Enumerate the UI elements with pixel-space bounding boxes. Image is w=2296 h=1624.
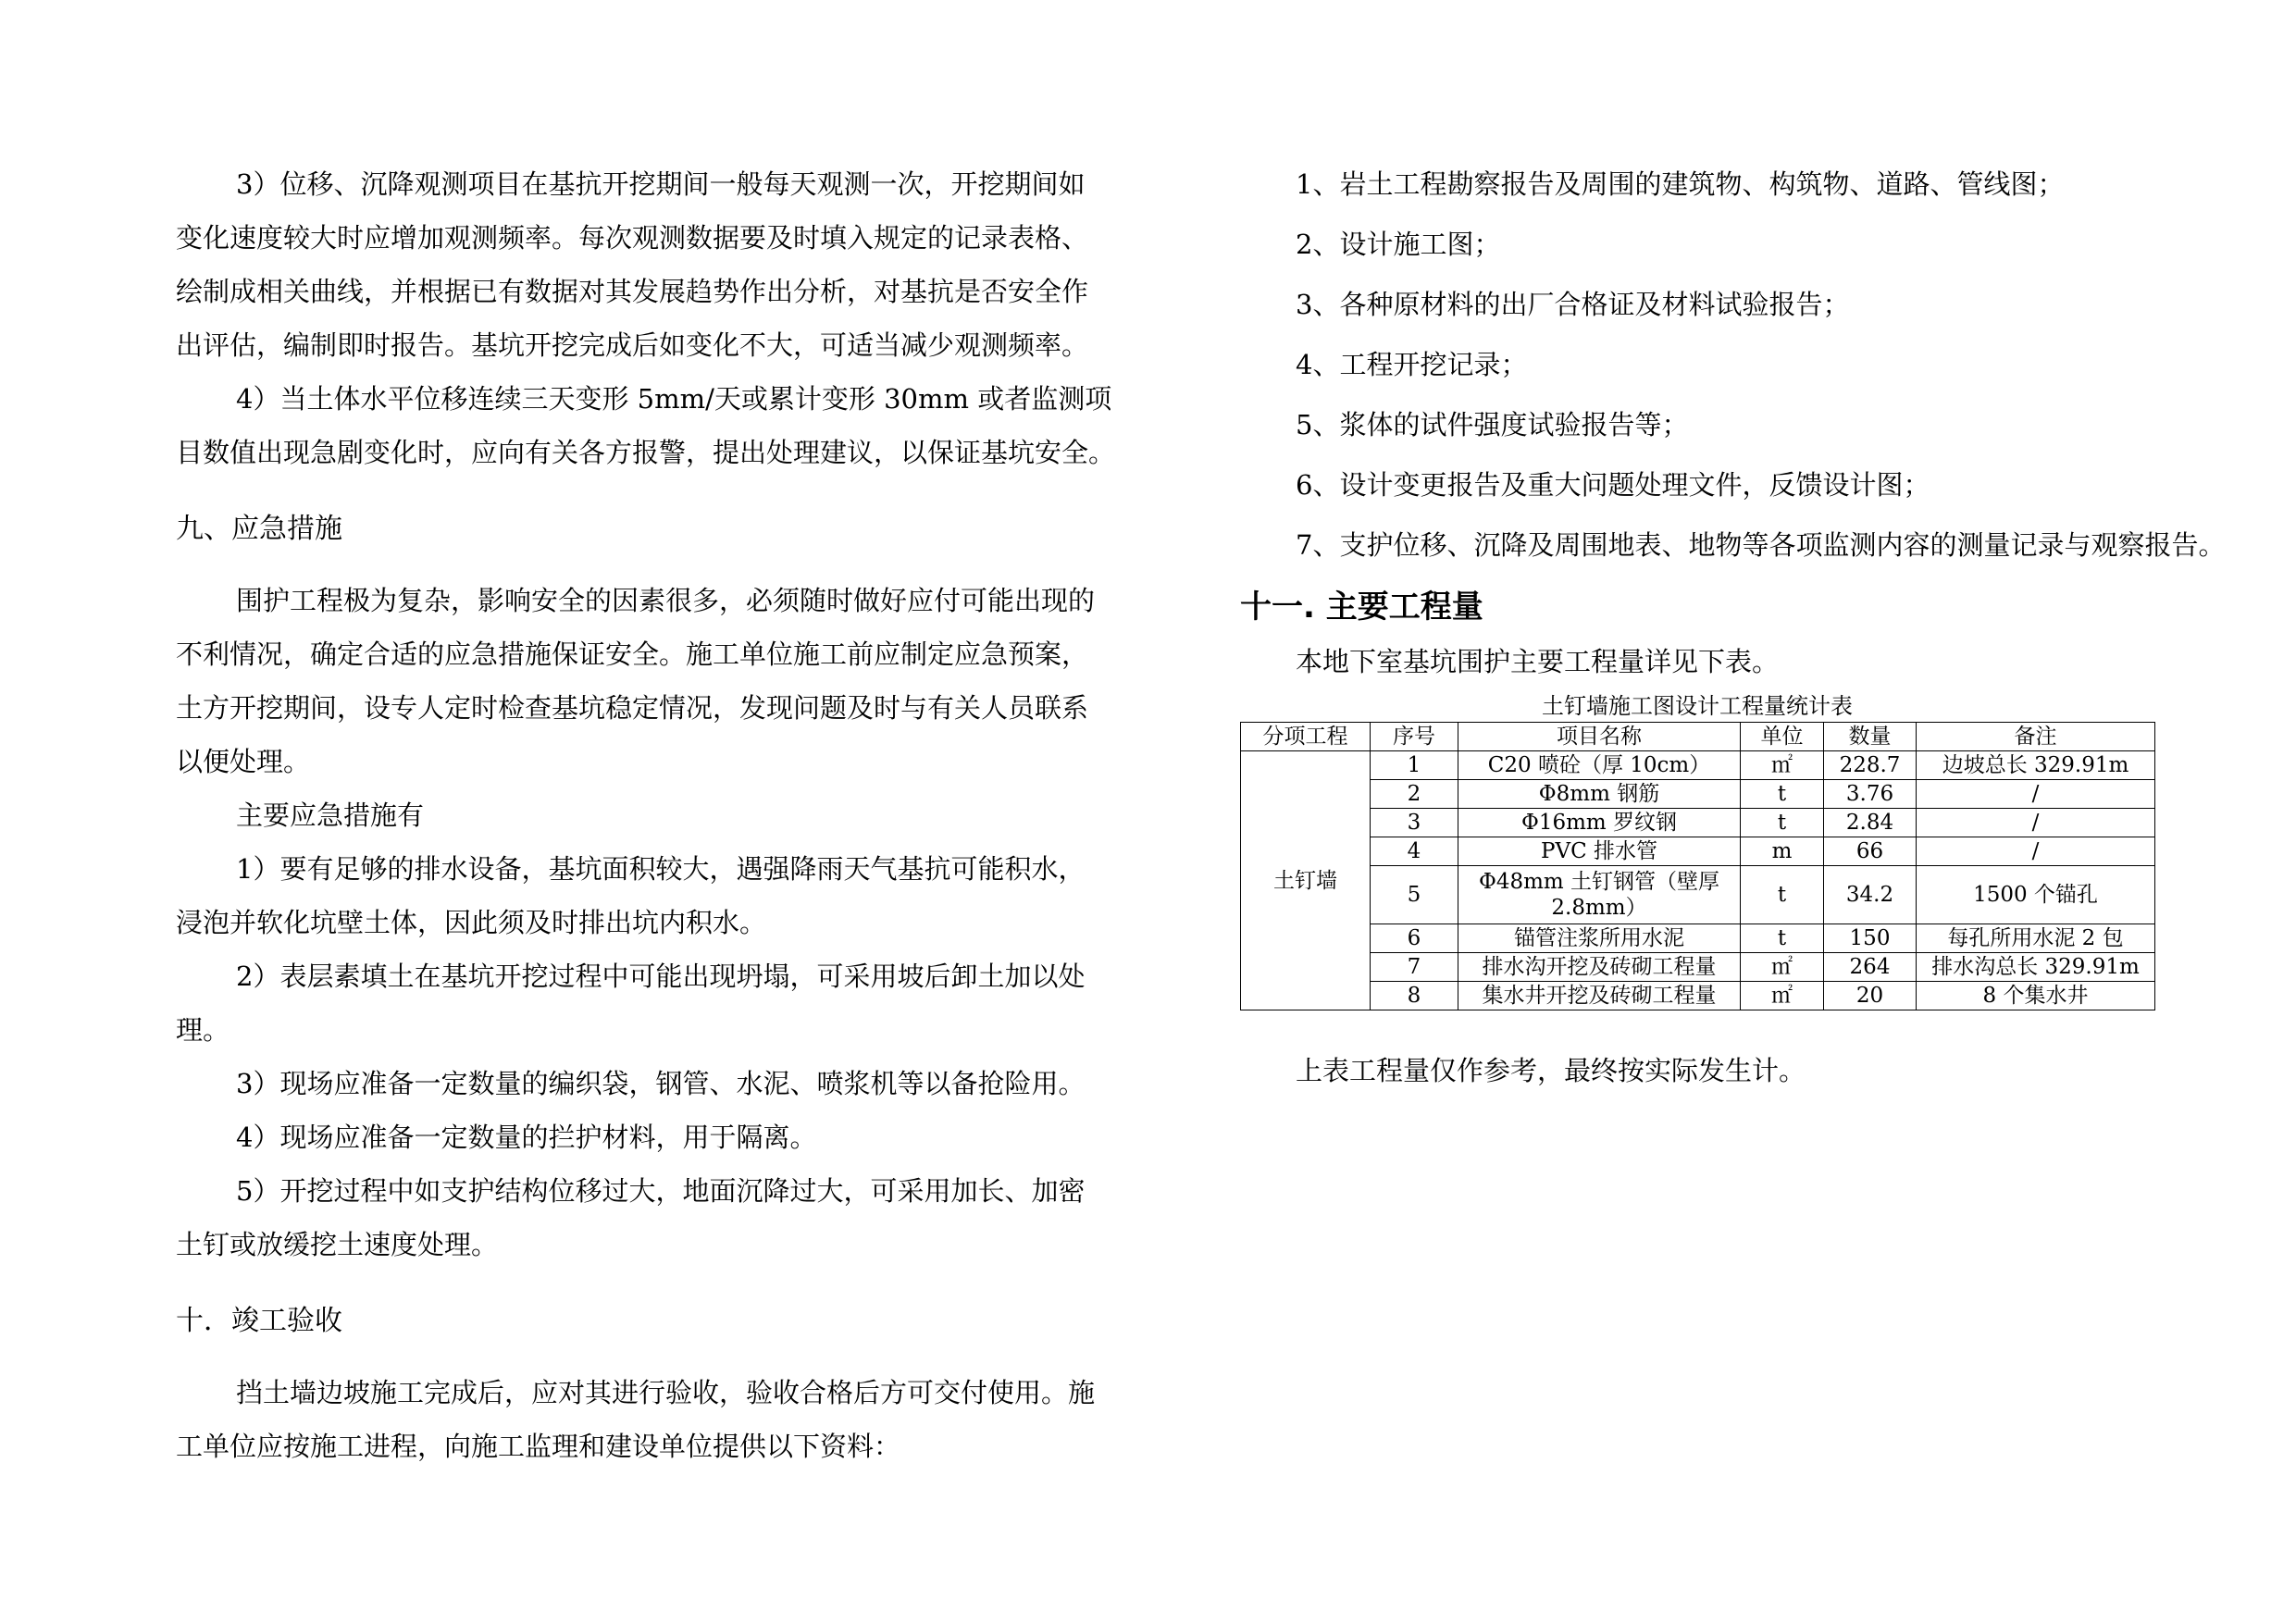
table-row (1241, 982, 2155, 1010)
measure-2-line-1: 2）表层素填土在基坑开挖过程中可能出现坍塌，可采用坡后卸土加以处 (236, 961, 1086, 992)
table-row (1241, 953, 2155, 982)
measure-4: 4）现场应准备一定数量的拦护材料，用于隔离。 (236, 1122, 817, 1153)
table-row (1241, 751, 2155, 780)
table-cell: 66 (1824, 837, 1917, 866)
measure-1-line-1: 1）要有足够的排水设备，基坑面积较大，遇强降雨天气基抗可能积水， (236, 853, 1086, 885)
table-cell: 4 (1371, 837, 1458, 866)
table-cell: 每孔所用水泥 2 包 (1917, 924, 2155, 953)
list-item-4: 4、工程开挖记录； (1296, 349, 1528, 380)
para-9-line-3: 土方开挖期间，设专人定时检查基坑稳定情况，发现问题及时与有关人员联系 (176, 692, 1089, 724)
table-caption: 土钉墙施工图设计工程量统计表 (1542, 693, 1853, 719)
table-header: 单位 (1741, 723, 1824, 751)
measure-1-line-2: 浸泡并软化坑壁土体，因此须及时排出坑内积水。 (176, 907, 767, 938)
table-cell: 1 (1371, 751, 1458, 780)
table-cell: ㎡ (1741, 751, 1824, 780)
list-item-3: 3、各种原材料的出厂合格证及材料试验报告； (1296, 289, 1850, 320)
table-cell: 集水井开挖及砖砌工程量 (1458, 982, 1741, 1010)
measure-2-line-2: 理。 (176, 1014, 230, 1046)
para-3-line-4: 出评估，编制即时报告。基坑开挖完成后如变化不大，可适当减少观测频率。 (176, 329, 1089, 361)
para-10-line-1: 挡土墙边坡施工完成后，应对其进行验收，验收合格后方可交付使用。施 (236, 1377, 1096, 1408)
table-cell: 228.7 (1824, 751, 1917, 780)
table-header: 序号 (1371, 723, 1458, 751)
table-cell: 3 (1371, 809, 1458, 837)
table-cell: C20 喷砼（厚 10cm） (1458, 751, 1741, 780)
list-item-7: 7、支护位移、沉降及周围地表、地物等各项监测内容的测量记录与观察报告。 (1296, 529, 2226, 561)
table-cell: t (1741, 866, 1824, 924)
table-row (1241, 837, 2155, 866)
para-3-line-1: 3）位移、沉降观测项目在基抗开挖期间一般每天观测一次，开挖期间如 (236, 168, 1086, 200)
list-item-1: 1、岩土工程勘察报告及周围的建筑物、构筑物、道路、管线图； (1296, 168, 2065, 200)
table-cell: 8 (1371, 982, 1458, 1010)
table-cell: Φ16mm 罗纹钢 (1458, 809, 1741, 837)
table-cell: / (1917, 780, 2155, 809)
table-cell: t (1741, 924, 1824, 953)
table-cell: 6 (1371, 924, 1458, 953)
table-cell: 7 (1371, 953, 1458, 982)
left-column (176, 0, 1116, 1624)
table-cell: 8 个集水井 (1917, 982, 2155, 1010)
table-cell: 150 (1824, 924, 1917, 953)
table-cell: PVC 排水管 (1458, 837, 1741, 866)
list-item-6: 6、设计变更报告及重大问题处理文件，反馈设计图； (1296, 469, 1930, 501)
table-row (1241, 866, 2155, 924)
table-cell: m (1741, 837, 1824, 866)
list-item-5: 5、浆体的试件强度试验报告等； (1296, 409, 1689, 440)
para-3-line-2: 变化速度较大时应增加观测频率。每次观测数据要及时填入规定的记录表格、 (176, 222, 1089, 254)
heading-9: 九、应急措施 (176, 513, 342, 545)
table-cell: / (1917, 809, 2155, 837)
table-header-row (1241, 723, 2155, 751)
table-header: 数量 (1824, 723, 1917, 751)
table-cell: 34.2 (1824, 866, 1917, 924)
measure-3: 3）现场应准备一定数量的编织袋，钢管、水泥、喷浆机等以备抢险用。 (236, 1068, 1086, 1099)
table-cell: 3.76 (1824, 780, 1917, 809)
table-cell: 20 (1824, 982, 1917, 1010)
para-9-line-4: 以便处理。 (176, 746, 311, 777)
table-cell: 2.84 (1824, 809, 1917, 837)
table-intro: 本地下室基坑围护主要工程量详见下表。 (1296, 646, 1780, 677)
table-cell: ㎡ (1741, 953, 1824, 982)
measure-5-line-2: 土钉或放缓挖土速度处理。 (176, 1229, 499, 1260)
table-header: 项目名称 (1458, 723, 1741, 751)
table-cell: 边坡总长 329.91m (1917, 751, 2155, 780)
quantity-table (1240, 722, 2155, 1010)
table-cell: 排水沟开挖及砖砌工程量 (1458, 953, 1741, 982)
para-10-line-2: 工单位应按施工进程，向施工监理和建设单位提供以下资料： (176, 1431, 901, 1462)
measure-5-line-1: 5）开挖过程中如支护结构位移过大，地面沉降过大，可采用加长、加密 (236, 1175, 1086, 1207)
table-cell: 排水沟总长 329.91m (1917, 953, 2155, 982)
table-group-cell: 土钉墙 (1241, 751, 1371, 1010)
para-9-line-1: 围护工程极为复杂，影响安全的因素很多，必须随时做好应付可能出现的 (236, 585, 1096, 616)
table-row (1241, 780, 2155, 809)
heading-10: 十．竣工验收 (176, 1305, 342, 1337)
table-row (1241, 809, 2155, 837)
table-cell: Φ48mm 土钉钢管（壁厚 2.8mm） (1458, 866, 1741, 924)
table-cell: Φ8mm 钢筋 (1458, 780, 1741, 809)
table-header: 备注 (1917, 723, 2155, 751)
table-cell: 2 (1371, 780, 1458, 809)
table-cell: 5 (1371, 866, 1458, 924)
table-header: 分项工程 (1241, 723, 1371, 751)
table-cell: 锚管注浆所用水泥 (1458, 924, 1741, 953)
table-cell: 264 (1824, 953, 1917, 982)
main-measures: 主要应急措施有 (236, 800, 425, 831)
para-9-line-2: 不利情况，确定合适的应急措施保证安全。施工单位施工前应制定应急预案， (176, 638, 1089, 670)
list-item-2: 2、设计施工图； (1296, 229, 1501, 260)
table-cell: 1500 个锚孔 (1917, 866, 2155, 924)
table-cell: / (1917, 837, 2155, 866)
table-cell: t (1741, 809, 1824, 837)
para-4-line-1: 4）当土体水平位移连续三天变形 5mm/天或累计变形 30mm 或者监测项 (236, 383, 1112, 415)
table-cell: t (1741, 780, 1824, 809)
table-footnote: 上表工程量仅作参考，最终按实际发生计。 (1296, 1055, 1806, 1086)
para-4-line-2: 目数值出现急剧变化时，应向有关各方报警，提出处理建议，以保证基坑安全。 (176, 437, 1116, 468)
table-row (1241, 924, 2155, 953)
table-cell: ㎡ (1741, 982, 1824, 1010)
para-3-line-3: 绘制成相关曲线，并根据已有数据对其发展趋势作出分析，对基抗是否安全作 (176, 276, 1089, 307)
heading-11: 十一. 主要工程量 (1240, 589, 1483, 626)
